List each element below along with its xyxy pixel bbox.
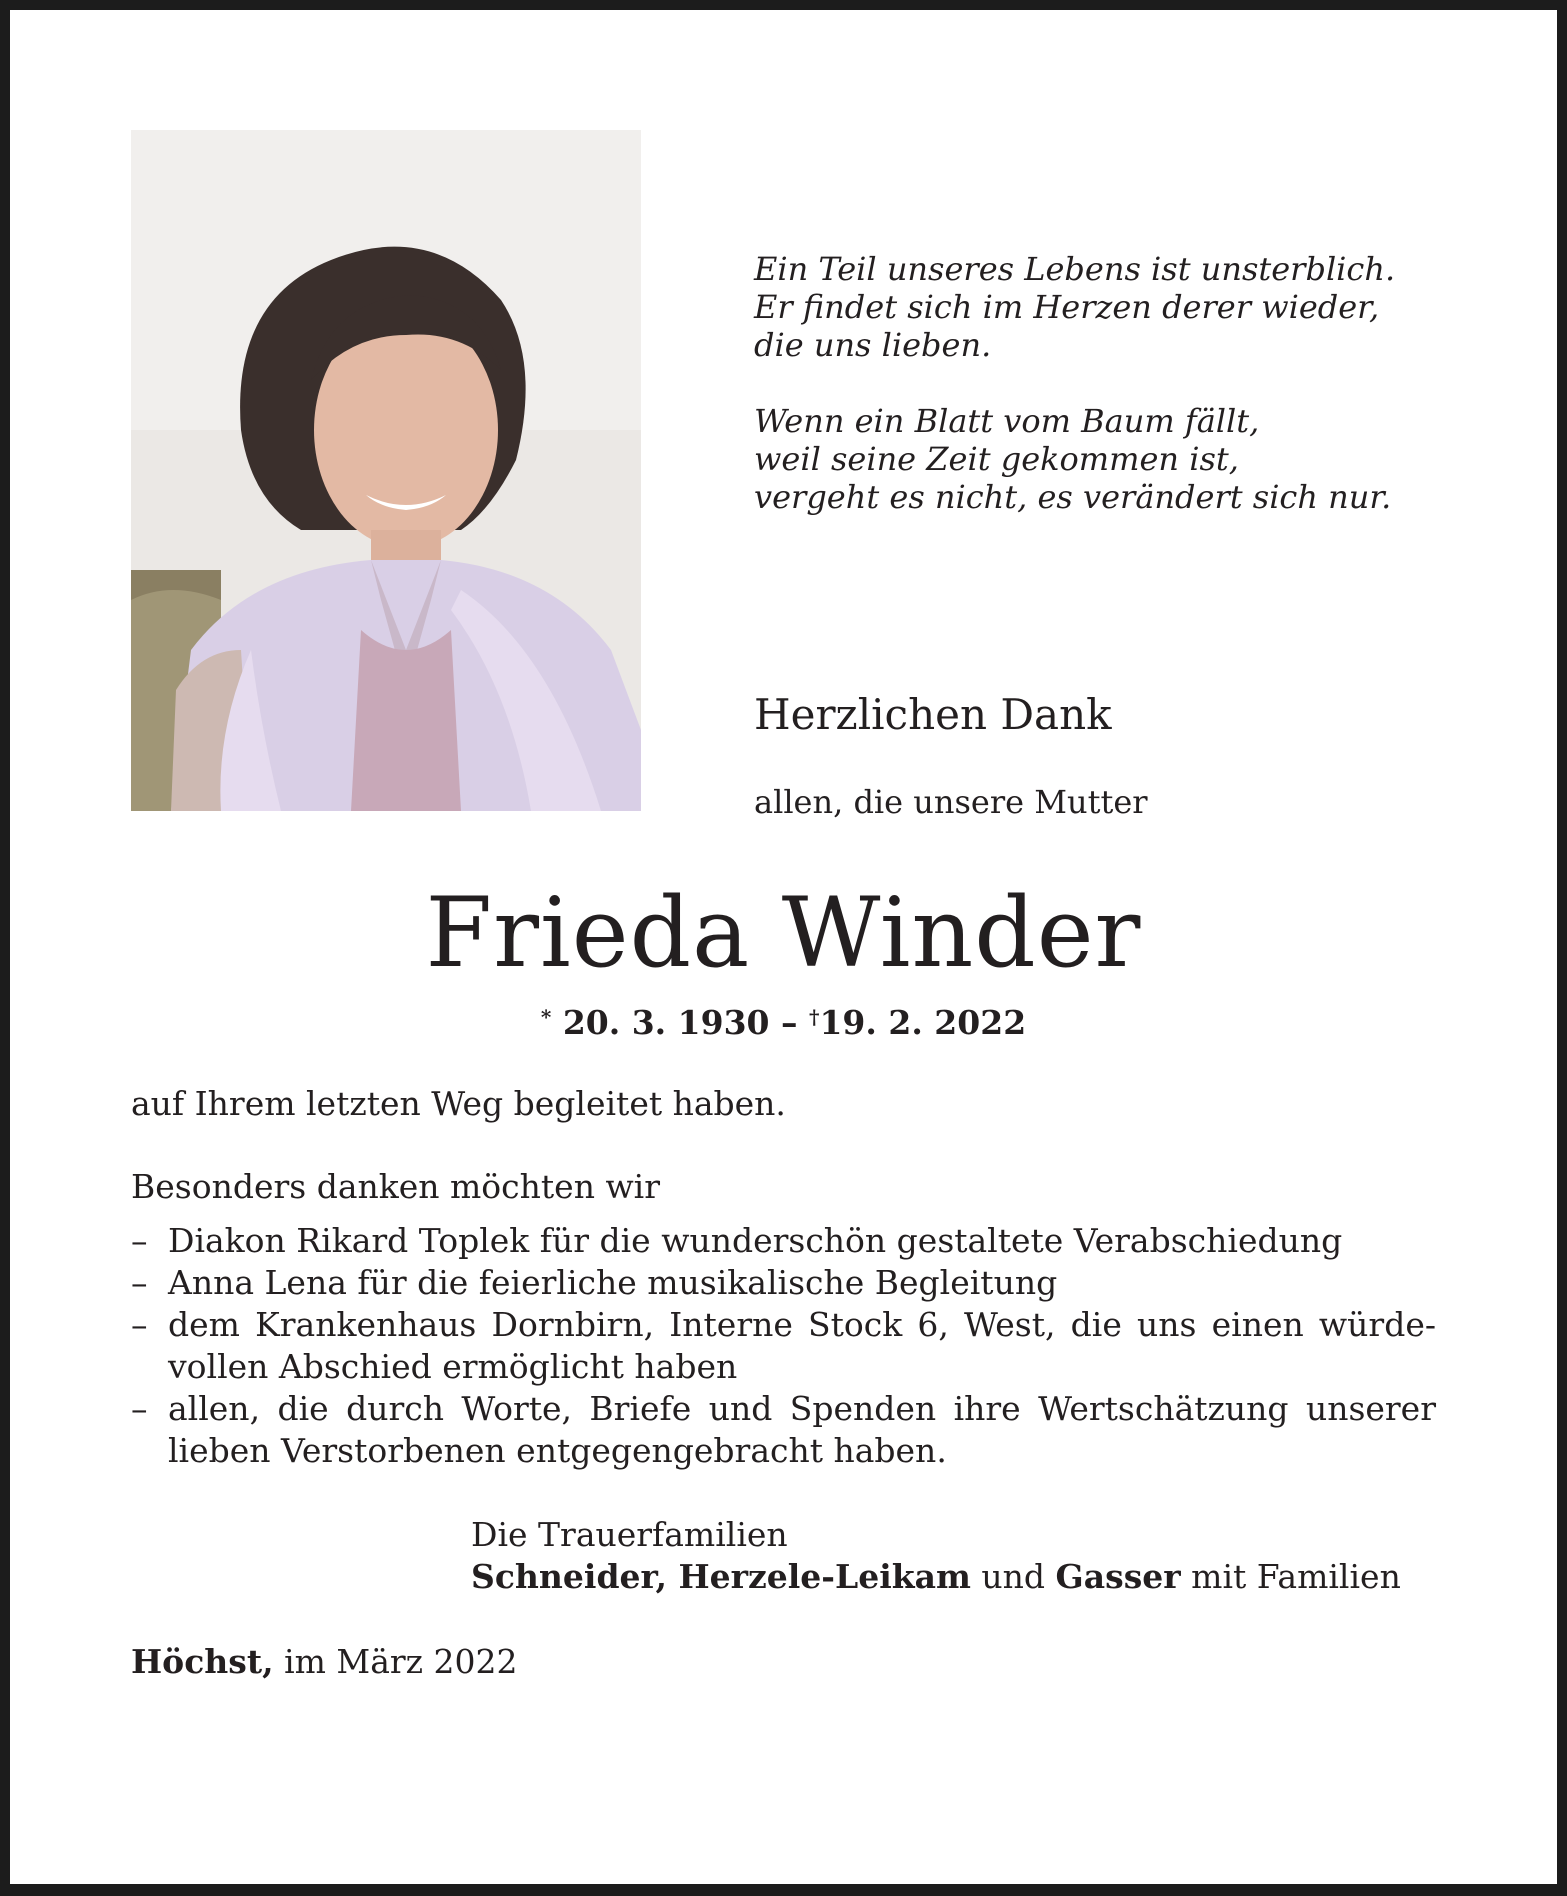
list-item [131,1388,1436,1472]
life-dates [0,996,1567,1044]
birth-symbol: * [540,1005,552,1029]
list-item-text: Anna Lena für die feierliche musikalische Begleitung [168,1263,1058,1302]
list-item [131,1304,1436,1388]
portrait-illustration [131,130,641,811]
thanks-intro: allen, die unsere Mutter [754,783,1148,821]
list-item-text: allen, die durch Worte, Briefe und Spenden ihre Wertschätzung unserer lieben Verstorbenen entgegengebracht haben. [168,1389,1436,1470]
death-date: 19. 2. 2022 [819,1003,1027,1042]
thanks-heading: Herzlichen Dank [754,690,1112,739]
poem-stanza-2 [754,402,1474,516]
list-item [131,1220,1436,1262]
family-line-2 [471,1556,1441,1598]
portrait-photo [131,130,641,811]
thanks-list [131,1220,1436,1472]
poem-line: Ein Teil unseres Lebens ist unsterblich. [754,250,1396,288]
date-separator: – [781,1003,798,1042]
place-date-text: im März 2022 [284,1642,518,1681]
list-dash: – [131,1305,148,1344]
family-name-1: Schneider, Herzele-Leikam [471,1557,971,1596]
family-name-2: Gasser [1055,1557,1181,1596]
poem-line: Wenn ein Blatt vom Baum fällt, [754,402,1260,440]
place-town: Höchst, [131,1642,274,1681]
body-line-2: Besonders danken möchten wir [131,1167,661,1206]
list-dash: – [131,1221,148,1260]
deceased-name: Frieda Winder [425,877,1142,989]
poem-line: die uns lieben. [754,326,992,364]
poem-line: vergeht es nicht, es verändert sich nur. [754,478,1392,516]
birth-date: 20. 3. 1930 [562,1003,770,1042]
family-line-1: Die Trauerfamilien [471,1515,788,1554]
list-dash: – [131,1389,148,1428]
list-item-text: Diakon Rikard Toplek für die wunderschön gestaltete Verabschiedung [168,1221,1343,1260]
place-date [131,1641,518,1683]
poem-line: Er findet sich im Herzen derer wieder, [754,288,1380,326]
family-suffix: mit Familien [1191,1557,1401,1596]
list-item [131,1262,1436,1304]
body-line-1: auf Ihrem letzten Weg begleitet haben. [131,1084,786,1123]
family-joiner: und [981,1557,1046,1596]
poem-stanza-1 [754,250,1474,364]
poem-line: weil seine Zeit gekommen ist, [754,440,1239,478]
list-dash: – [131,1263,148,1302]
poem [754,250,1474,516]
list-item-text: dem Krankenhaus Dornbirn, Interne Stock 6, West, die uns einen würdevollen Abschied ermöglicht haben [168,1305,1436,1386]
family-signature [471,1514,1441,1598]
death-symbol: † [809,1005,820,1029]
